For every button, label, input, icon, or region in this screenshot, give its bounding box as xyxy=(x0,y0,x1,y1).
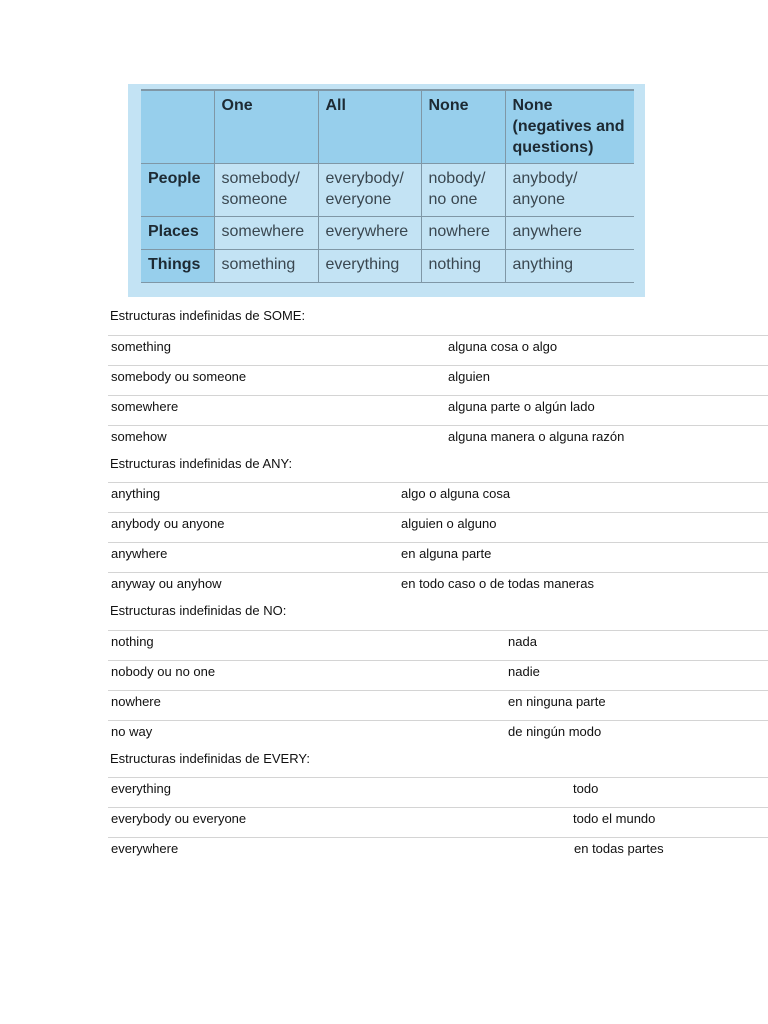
english-term: anything xyxy=(111,486,161,501)
cell-things-neg: anything xyxy=(505,250,634,283)
cell-places-neg: anywhere xyxy=(505,217,634,250)
row-label-things: Things xyxy=(141,250,214,283)
table-corner-cell xyxy=(141,90,214,164)
list-item xyxy=(108,425,768,456)
english-term: anywhere xyxy=(111,546,168,561)
list-item xyxy=(108,837,768,868)
list-item xyxy=(108,482,768,513)
english-term: somewhere xyxy=(111,399,179,414)
header-all: All xyxy=(318,90,421,164)
list-item xyxy=(108,720,768,751)
english-term: everywhere xyxy=(111,841,179,856)
spanish-meaning: todo xyxy=(573,781,599,796)
english-term: nothing xyxy=(111,634,154,649)
cell-people-all: everybody/ everyone xyxy=(318,164,421,217)
header-line: questions) xyxy=(512,139,594,156)
english-term: nowhere xyxy=(111,694,161,709)
table-row xyxy=(141,250,634,283)
cell-things-all: everything xyxy=(318,250,421,283)
spanish-meaning: algo o alguna cosa xyxy=(401,486,511,501)
list-item xyxy=(108,777,768,808)
english-term: everybody ou everyone xyxy=(111,811,247,826)
section-title-no: Estructuras indefinidas de NO: xyxy=(110,603,287,618)
english-term: everything xyxy=(111,781,171,796)
cell-places-none: nowhere xyxy=(421,217,505,250)
spanish-meaning: nada xyxy=(508,634,537,649)
spanish-meaning: en alguna parte xyxy=(401,546,492,561)
list-item xyxy=(108,335,768,366)
header-none: None xyxy=(421,90,505,164)
header-line: None xyxy=(512,97,553,114)
cell-people-none: nobody/ no one xyxy=(421,164,505,217)
spanish-meaning: alguna parte o algún lado xyxy=(448,399,595,414)
english-term: nobody ou no one xyxy=(111,664,216,679)
spanish-meaning: todo el mundo xyxy=(573,811,656,826)
list-item xyxy=(108,807,768,838)
english-term: somehow xyxy=(111,429,167,444)
section-title-any: Estructuras indefinidas de ANY: xyxy=(110,456,293,471)
list-item xyxy=(108,542,768,573)
spanish-meaning: alguna manera o alguna razón xyxy=(448,429,625,444)
cell-places-all: everywhere xyxy=(318,217,421,250)
list-item xyxy=(108,512,768,543)
header-none-negatives-questions xyxy=(505,90,634,164)
spanish-meaning: nadie xyxy=(508,664,540,679)
english-term: something xyxy=(111,339,171,354)
spanish-meaning: en todo caso o de todas maneras xyxy=(401,576,594,591)
table-row xyxy=(141,217,634,250)
spanish-meaning: alguien o alguno xyxy=(401,516,497,531)
header-line: (negatives and xyxy=(512,118,625,135)
section-title-every: Estructuras indefinidas de EVERY: xyxy=(110,751,310,766)
cell-places-one: somewhere xyxy=(214,217,318,250)
spanish-meaning: alguien xyxy=(448,369,490,384)
table-row xyxy=(141,164,634,217)
english-term: somebody ou someone xyxy=(111,369,247,384)
section-title-some: Estructuras indefinidas de SOME: xyxy=(110,308,306,323)
row-label-places: Places xyxy=(141,217,214,250)
pronoun-table-image xyxy=(128,84,645,297)
spanish-meaning: alguna cosa o algo xyxy=(448,339,558,354)
spanish-meaning: en todas partes xyxy=(574,841,664,856)
cell-people-one: somebody/ someone xyxy=(214,164,318,217)
list-item xyxy=(108,572,768,603)
list-item xyxy=(108,690,768,721)
cell-things-none: nothing xyxy=(421,250,505,283)
indefinite-pronoun-table xyxy=(141,89,634,283)
cell-people-neg: anybody/ anyone xyxy=(505,164,634,217)
cell-things-one: something xyxy=(214,250,318,283)
list-item xyxy=(108,630,768,661)
list-item xyxy=(108,365,768,396)
english-term: no way xyxy=(111,724,153,739)
english-term: anyway ou anyhow xyxy=(111,576,222,591)
header-one: One xyxy=(214,90,318,164)
english-term: anybody ou anyone xyxy=(111,516,225,531)
list-item xyxy=(108,660,768,691)
list-item xyxy=(108,395,768,426)
spanish-meaning: de ningún modo xyxy=(508,724,602,739)
row-label-people: People xyxy=(141,164,214,217)
spanish-meaning: en ninguna parte xyxy=(508,694,606,709)
